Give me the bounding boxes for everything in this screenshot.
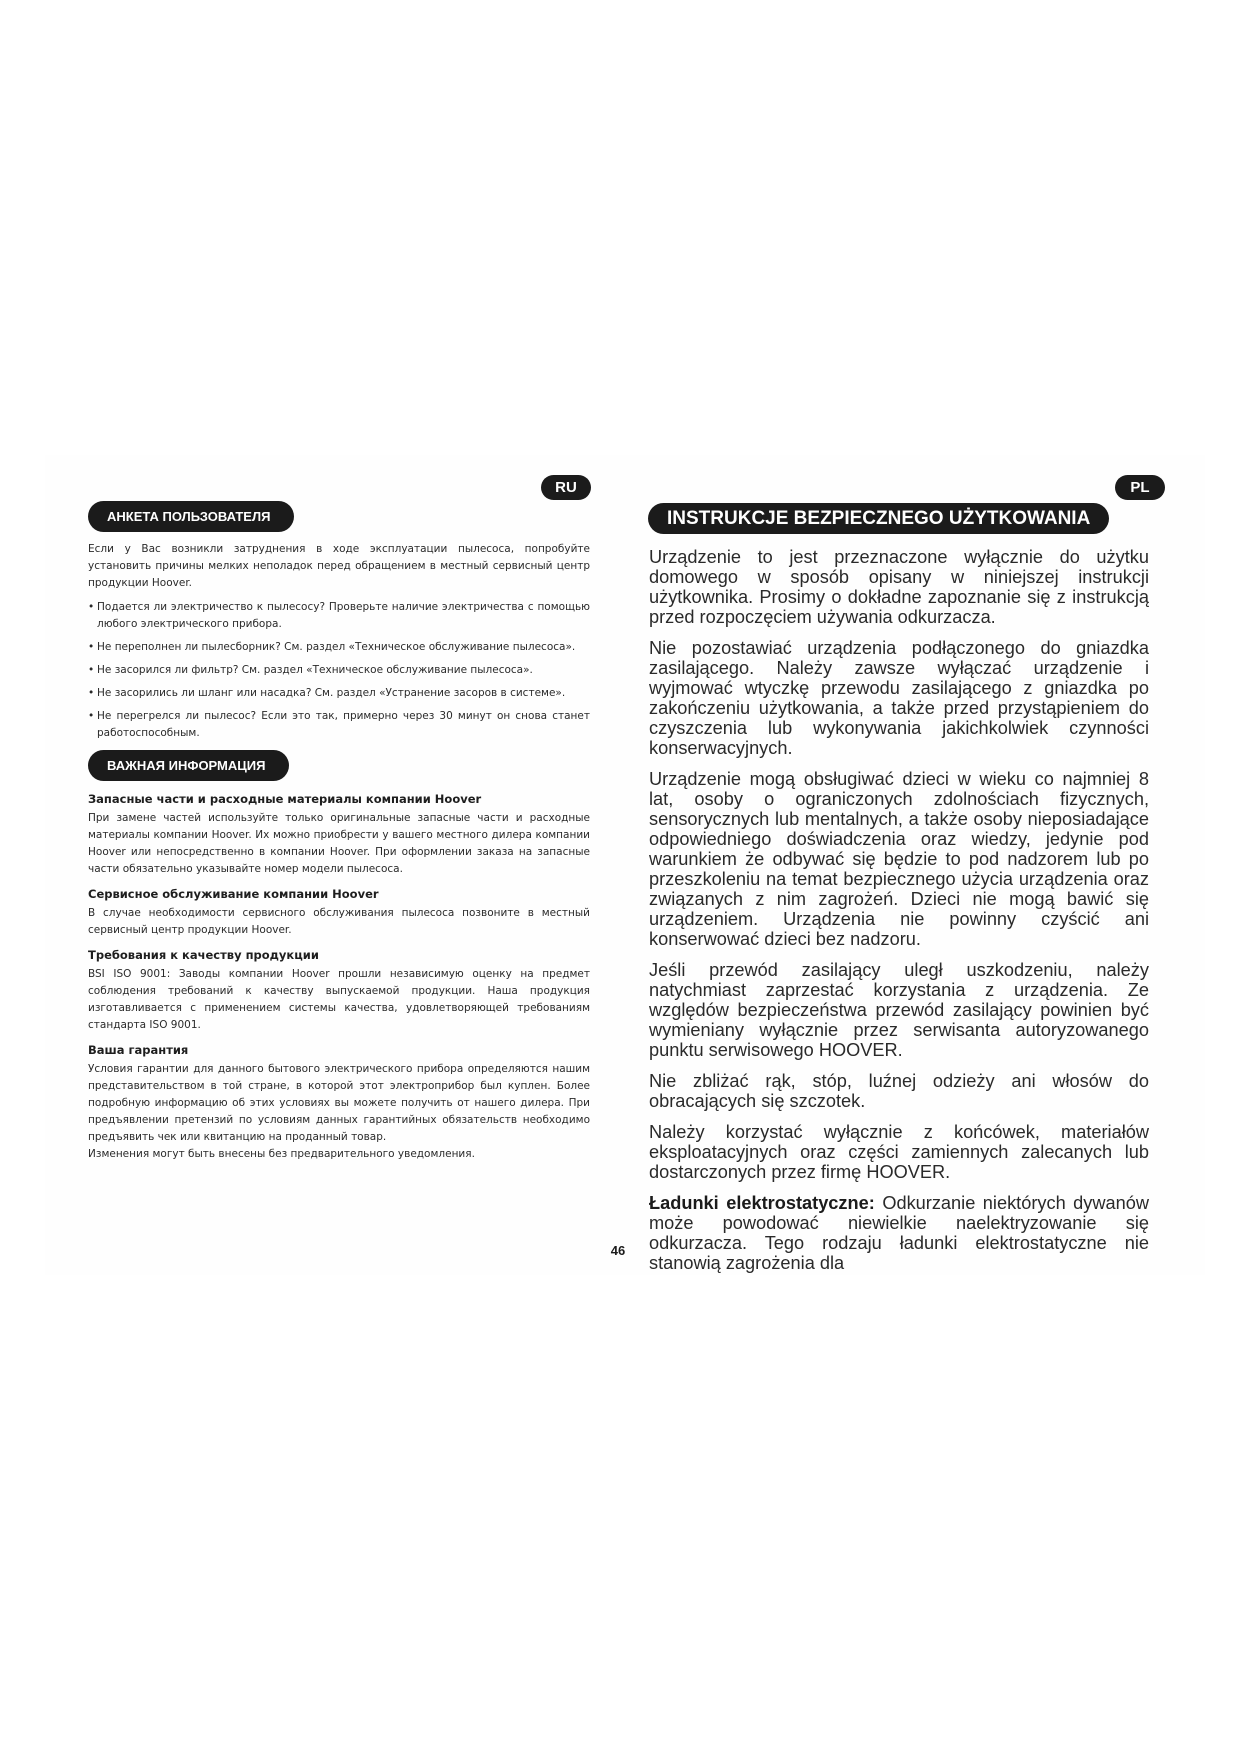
paragraph: Jeśli przewód zasilający uległ uszkodzeniu, należy natychmiast zaprzestać korzystania z urządzenia. Ze względów bezpieczeństwa przewód zasilający powinien być wymieniany wyłącznie przez serwisanta autoryzowanego punktu serwisowego HOOVER. xyxy=(649,960,1149,1060)
subheading: Запасные части и расходные материалы компании Hoover xyxy=(88,792,482,806)
survey-intro: Если у Вас возникли затруднения в ходе эксплуатации пылесоса, попробуйте установить причины мелких неполадок перед обращением в местный сервисный центр продукции Hoover. xyxy=(88,543,590,589)
paragraph: В случае необходимости сервисного обслуживания пылесоса позвоните в местный сервисный центр продукции Hoover. xyxy=(88,907,590,936)
spare-parts-block xyxy=(88,791,590,878)
static-charge-label: Ładunki elektrostatyczne: xyxy=(649,1193,875,1213)
safety-instructions xyxy=(649,547,1149,1284)
subheading: Ваша гарантия xyxy=(88,1043,189,1057)
checklist-item: • Не засорился ли фильтр? См. раздел «Техническое обслуживание пылесоса». xyxy=(88,662,590,679)
checklist-item: • Не засорились ли шланг или насадка? См. раздел «Устранение засоров в системе». xyxy=(88,685,590,702)
service-block xyxy=(88,886,590,939)
paragraph: Należy korzystać wyłącznie z końcówek, materiałów eksploatacyjnych oraz części zamiennych zalecanych lub dostarczonych przez firmę HOOVER. xyxy=(649,1122,1149,1182)
paragraph: BSI ISO 9001: Заводы компании Hoover прошли независимую оценку на предмет соблюдения требований к качеству выпускаемой продукции. Наша продукция изготавливается с применением системы качества, удовлетворяющей требованиям стандарта ISO 9001. xyxy=(88,968,590,1031)
checklist-item: • Не перегрелся ли пылесос? Если это так, примерно через 30 минут он снова станет работоспособным. xyxy=(88,708,590,742)
language-badge-pl: PL xyxy=(1115,475,1165,500)
page-number: 46 xyxy=(610,1243,626,1258)
quality-block xyxy=(88,947,590,1034)
section-heading-safety: INSTRUKCJE BEZPIECZNEGO UŻYTKOWANIA xyxy=(648,503,1109,534)
section-heading-important: ВАЖНАЯ ИНФОРМАЦИЯ xyxy=(88,750,289,781)
change-notice: Изменения могут быть внесены без предварительного уведомления. xyxy=(88,1148,475,1160)
paragraph: Nie pozostawiać urządzenia podłączonego do gniazdka zasilającego. Należy zawsze wyłączać urządzenie i wyjmować wtyczkę przewodu zasilającego z gniazdka po zakończeniu użytkowania, a także przed przystąpieniem do czyszczenia lub wykonywania jakichkolwiek czynności konserwacyjnych. xyxy=(649,638,1149,758)
survey-section xyxy=(88,541,590,748)
checklist-item: • Не переполнен ли пылесборник? См. раздел «Техническое обслуживание пылесоса». xyxy=(88,639,590,656)
section-heading-survey: АНКЕТА ПОЛЬЗОВАТЕЛЯ xyxy=(88,501,294,532)
subheading: Сервисное обслуживание компании Hoover xyxy=(88,887,379,901)
warranty-block xyxy=(88,1042,590,1163)
survey-checklist xyxy=(88,599,590,742)
paragraph: Nie zbliżać rąk, stóp, luźnej odzieży ani włosów do obracających się szczotek. xyxy=(649,1071,1149,1111)
checklist-item: • Подается ли электричество к пылесосу? Проверьте наличие электричества с помощью любого электрического прибора. xyxy=(88,599,590,633)
static-charge-paragraph xyxy=(649,1193,1149,1273)
paragraph: При замене частей используйте только оригинальные запасные части и расходные материалы компании Hoover. Их можно приобрести у вашего местного дилера компании Hoover или непосредственно в компании Hoover. При оформлении заказа на запасные части обязательно указывайте номер модели пылесоса. xyxy=(88,812,590,875)
paragraph: Urządzenie mogą obsługiwać dzieci w wieku co najmniej 8 lat, osoby o ograniczonych zdolnościach fizycznych, sensorycznych lub mentalnych, a także osoby nieposiadające odpowiedniego doświadczenia oraz wiedzy, jedynie pod warunkiem że odbywać się będzie to pod nadzorem lub po przeszkoleniu na temat bezpiecznego użycia urządzenia oraz związanych z nim zagrożeń. Dzieci nie mogą bawić się urządzeniem. Urządzenia nie powinny czyścić ani konserwować dzieci bez nadzoru. xyxy=(649,769,1149,949)
important-section xyxy=(88,791,590,1171)
paragraph: Условия гарантии для данного бытового электрического прибора определяются нашим представительством в той стране, в которой этот электроприбор был куплен. Более подробную информацию об этих условиях вы можете получить от нашего дилера. При предъявлении претензий по условиям данных гарантийных обязательств необходимо предъявить чек или квитанцию на проданный товар. xyxy=(88,1063,590,1143)
language-badge-ru: RU xyxy=(541,475,591,500)
static-charge-text: Odkurzanie niektórych dywanów może powodować niewielkie naelektryzowanie się odkurzacza. Tego rodzaju ładunki elektrostatyczne nie stanowią zagrożenia dla xyxy=(649,1193,1150,1273)
subheading: Требования к качеству продукции xyxy=(88,948,319,962)
paragraph: Urządzenie to jest przeznaczone wyłącznie do użytku domowego w sposób opisany w niniejszej instrukcji użytkownika. Prosimy o dokładne zapoznanie się z instrukcją przed rozpoczęciem używania odkurzacza. xyxy=(649,547,1149,627)
